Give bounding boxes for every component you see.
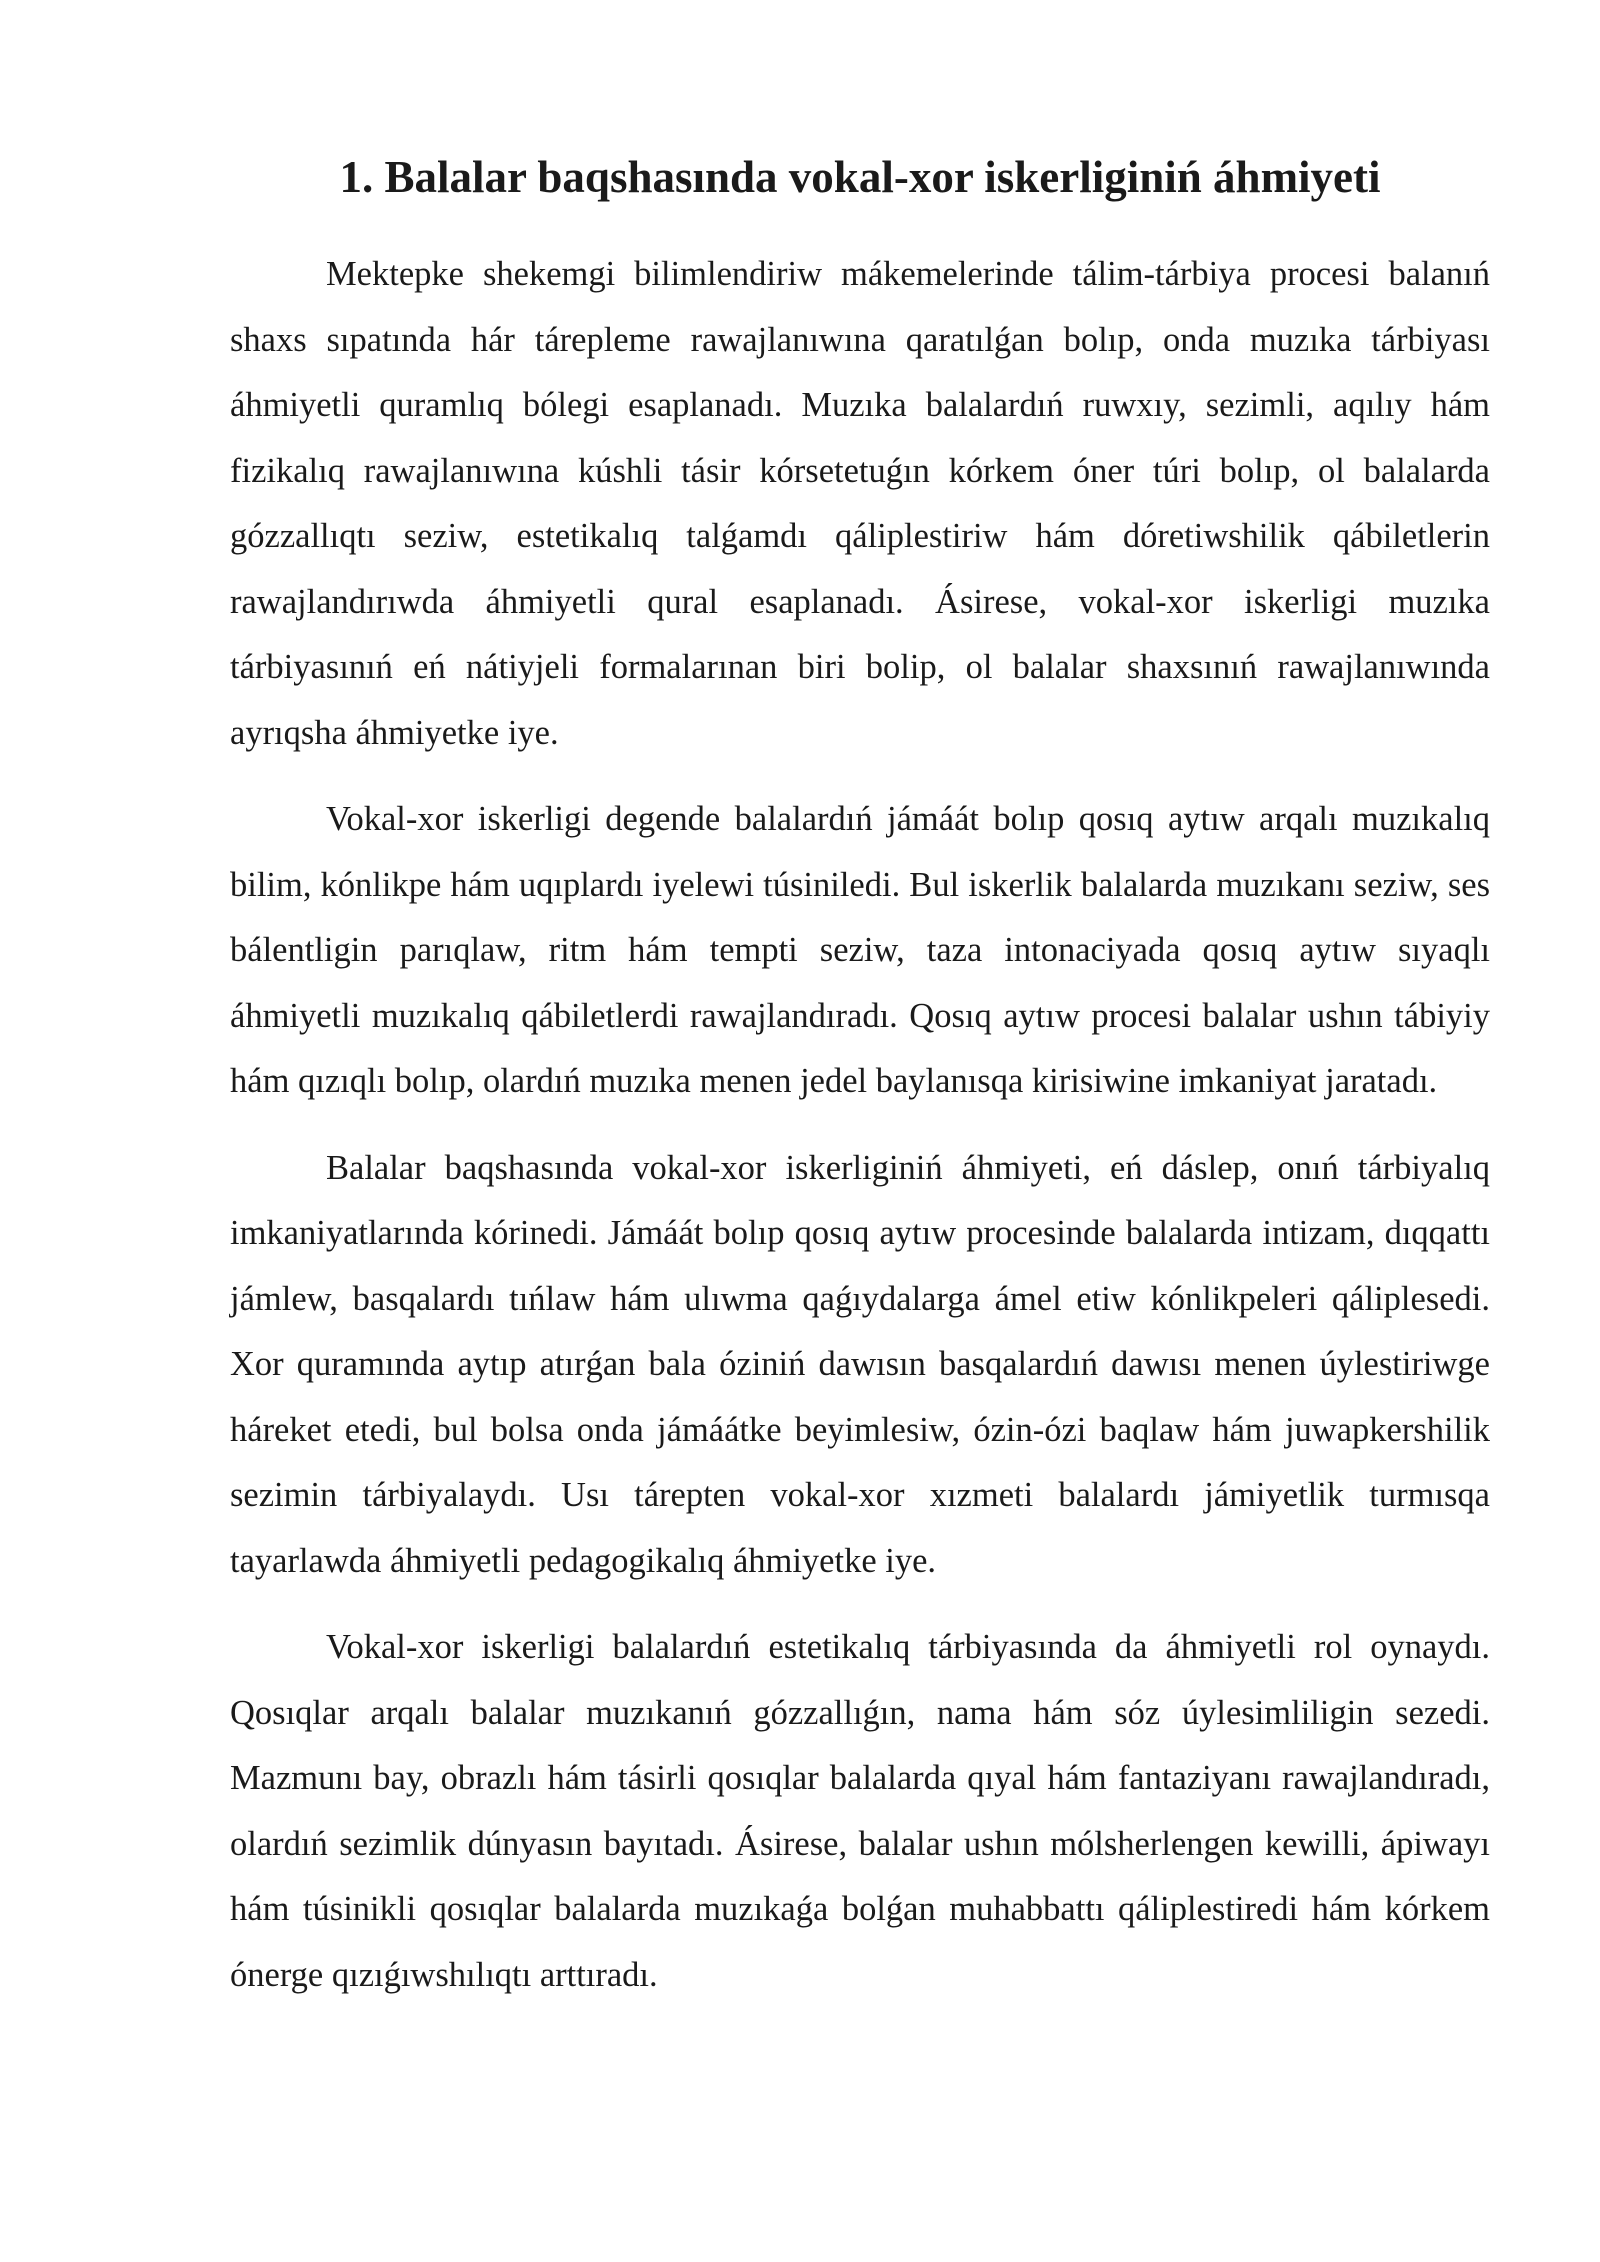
paragraph-3: Balalar baqshasında vokal-xor iskerliginiń áhmiyeti, eń dáslep, onıń tárbiyalıq imkaniyatlarında kórinedi. Jámáát bolıp qosıq aytıw procesinde balalarda intizam, dıqqattı jámlew, basqalardı tıńlaw hám ulıwma qaǵıydalarga ámel etiw kónlikpeleri qáliplesedi. Xor quramında aytıp atırǵan bala óziniń dawısın basqalardıń dawısı menen úylestiriwge háreket etedi, bul bolsa onda jámáátke beyimlesiw, ózin-ózi baqlaw hám juwapkershilik sezimin tárbiyalaydı. Usı tárepten vokal-xor xızmeti balalardı jámiyetlik turmısqa tayarlawda áhmiyetli pedagogikalıq áhmiyetke iye.	[230, 1148, 1490, 1580]
page-title: 1. Balalar baqshasında vokal-xor iskerliginiń áhmiyeti	[339, 152, 1381, 202]
paragraph-2: Vokal-xor iskerligi degende balalardıń jámáát bolıp qosıq aytıw arqalı muzıkalıq bilim, kónlikpe hám uqıplardı iyelewi túsiniledi. Bul iskerlik balalarda muzıkanı seziw, ses bálentligin parıqlaw, ritm hám tempti seziw, taza intonaciyada qosıq aytıw sıyaqlı áhmiyetli muzıkalıq qábiletlerdi rawajlandıradı. Qosıq aytıw procesi balalar ushın tábiyiy hám qızıqlı bolıp, olardıń muzıka menen jedel baylanısqa kirisiwine imkaniyat jaratadı.	[230, 800, 1490, 1100]
document-page	[230, 150, 1490, 2029]
paragraph-1: Mektepke shekemgi bilimlendiriw mákemelerinde tálim-tárbiya procesi balanıń shaxs sıpatında hár tárepleme rawajlanıwına qaratılǵan bolıp, onda muzıka tárbiyası áhmiyetli quramlıq bólegi esaplanadı. Muzıka balalardıń ruwxıy, sezimli, aqılıy hám fizikalıq rawajlanıwına kúshli tásir kórsetetuǵın kórkem óner túri bolıp, ol balalarda gózzallıqtı seziw, estetikalıq talǵamdı qáliplestiriw hám dóretiwshilik qábiletlerin rawajlandırıwda áhmiyetli qural esaplanadı. Ásirese, vokal-xor iskerligi muzıka tárbiyasınıń eń nátiyjeli formalarınan biri bolip, ol balalar shaxsınıń rawajlanıwında ayrıqsha áhmiyetke iye.	[230, 255, 1490, 752]
paragraph-4: Vokal-xor iskerligi balalardıń estetikalıq tárbiyasında da áhmiyetli rol oynaydı. Qosıqlar arqalı balalar muzıkanıń gózzallıǵın, nama hám sóz úylesimliligin sezedi. Mazmunı bay, obrazlı hám tásirli qosıqlar balalarda qıyal hám fantaziyanı rawajlandıradı, olardıń sezimlik dúnyasın bayıtadı. Ásirese, balalar ushın mólsherlengen kewilli, ápiwayı hám túsinikli qosıqlar balalarda muzıkaǵa bolǵan muhabbattı qáliplestiredi hám kórkem ónerge qızıǵıwshılıqtı arttıradı.	[230, 1628, 1490, 1994]
